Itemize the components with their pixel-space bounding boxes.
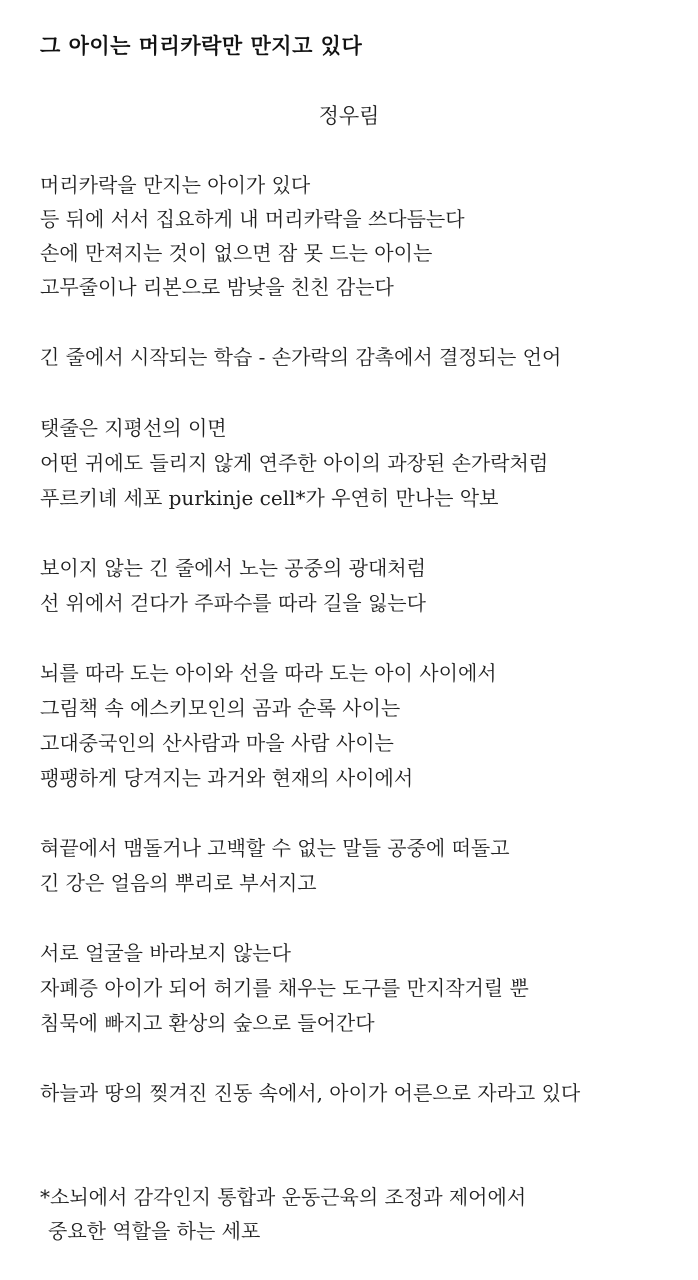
poem-line: 자폐증 아이가 되어 허기를 채우는 도구를 만지작거릴 뿐 bbox=[40, 976, 529, 1000]
poem-line: 혀끝에서 맴돌거나 고백할 수 없는 말들 공중에 떠돌고 bbox=[40, 836, 510, 860]
poem-title: 그 아이는 머리카락만 만지고 있다 bbox=[40, 34, 363, 58]
poem-line: 고대중국인의 산사람과 마을 사람 사이는 bbox=[40, 731, 394, 755]
poem-line: 고무줄이나 리본으로 밤낮을 친친 감는다 bbox=[40, 275, 394, 299]
poem-line: 침묵에 빠지고 환상의 숲으로 들어간다 bbox=[40, 1011, 375, 1035]
poem-line: 긴 강은 얼음의 뿌리로 부서지고 bbox=[40, 871, 317, 895]
poem-line: 하늘과 땅의 찢겨진 진동 속에서, 아이가 어른으로 자라고 있다 bbox=[40, 1081, 581, 1105]
poem-line: 등 뒤에 서서 집요하게 내 머리카락을 쓰다듬는다 bbox=[40, 207, 465, 231]
poem-line: 서로 얼굴을 바라보지 않는다 bbox=[40, 941, 291, 965]
poem-line: 머리카락을 만지는 아이가 있다 bbox=[40, 173, 311, 197]
poem-line: 어떤 귀에도 들리지 않게 연주한 아이의 과장된 손가락처럼 bbox=[40, 451, 549, 475]
poem-line: 손에 만져지는 것이 없으면 잠 못 드는 아이는 bbox=[40, 241, 433, 265]
poem-line: 긴 줄에서 시작되는 학습 - 손가락의 감촉에서 결정되는 언어 bbox=[40, 345, 562, 369]
footnote-line: 중요한 역할을 하는 세포 bbox=[48, 1219, 261, 1243]
poem-line: 선 위에서 걷다가 주파수를 따라 길을 잃는다 bbox=[40, 591, 426, 615]
poem-line: 그림책 속 에스키모인의 곰과 순록 사이는 bbox=[40, 696, 401, 720]
poem-line: 뇌를 따라 도는 아이와 선을 따라 도는 아이 사이에서 bbox=[40, 661, 497, 685]
poem-line: 팽팽하게 당겨지는 과거와 현재의 사이에서 bbox=[40, 766, 414, 790]
poem-line: 보이지 않는 긴 줄에서 노는 공중의 광대처럼 bbox=[40, 556, 426, 580]
poem-line: 푸르키녜 세포 purkinje cell*가 우연히 만나는 악보 bbox=[40, 486, 499, 510]
footnote-line: *소뇌에서 감각인지 통합과 운동근육의 조정과 제어에서 bbox=[40, 1185, 527, 1209]
poem-author: 정우림 bbox=[318, 104, 380, 128]
poem-line: 탯줄은 지평선의 이면 bbox=[40, 416, 227, 440]
